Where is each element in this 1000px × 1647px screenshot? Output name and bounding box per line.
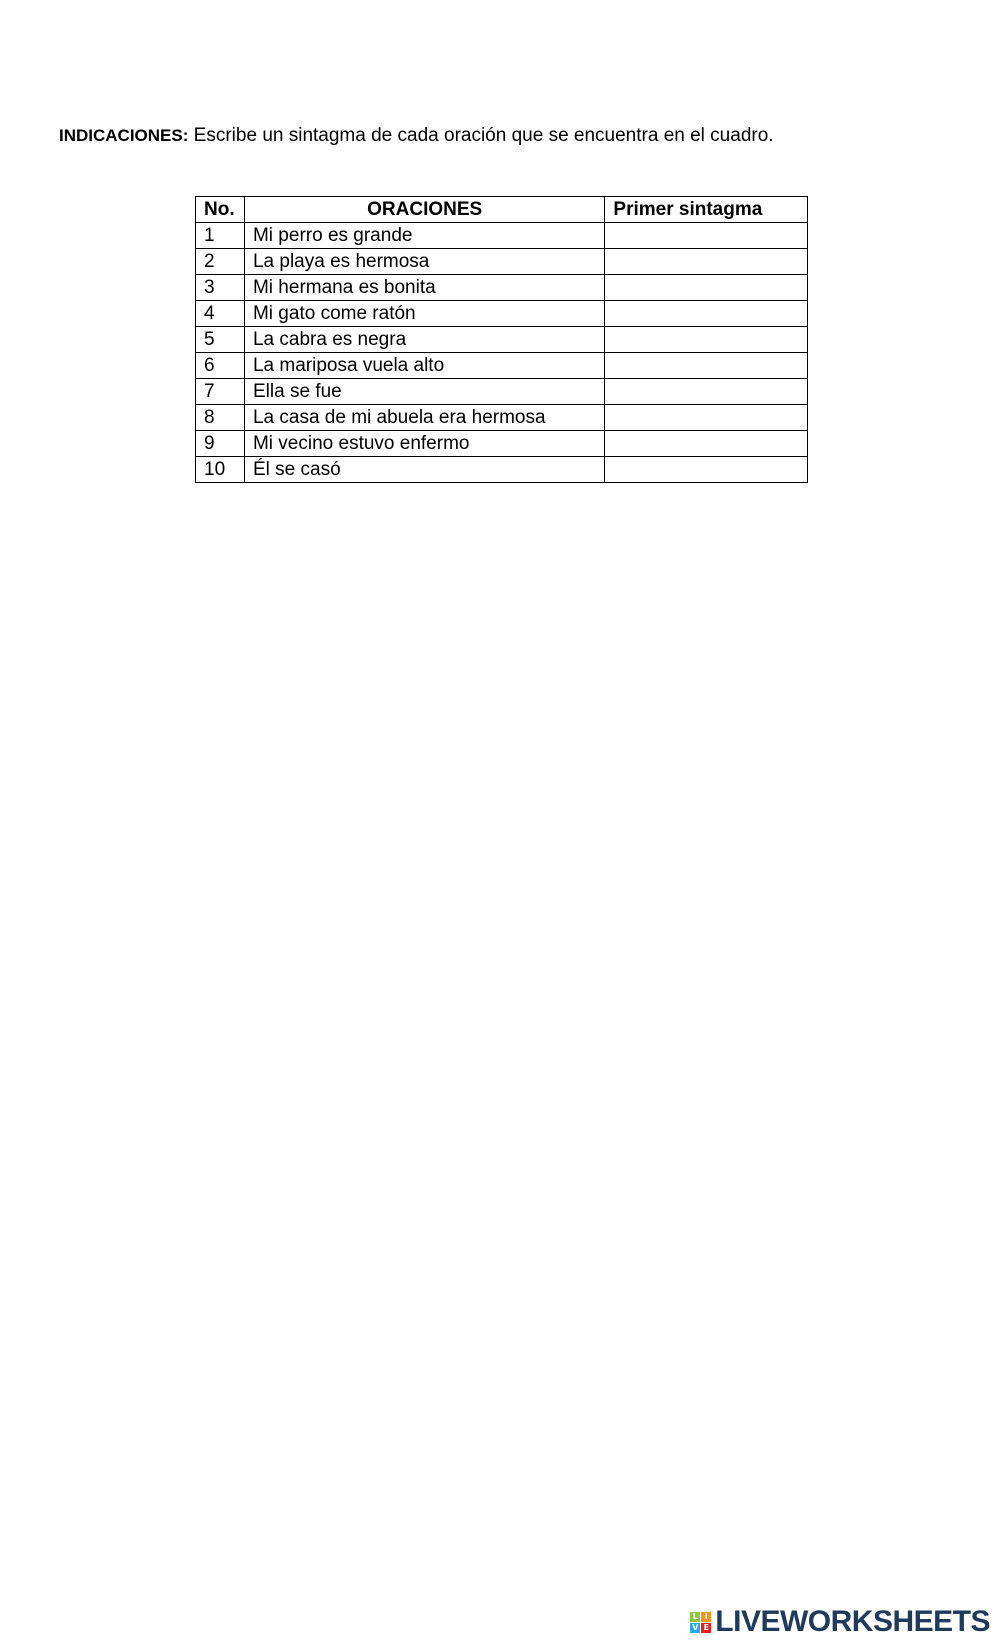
row-sentence: Mi perro es grande xyxy=(244,223,604,249)
table-row xyxy=(196,431,808,457)
row-sentence: Ella se fue xyxy=(244,379,604,405)
header-no: No. xyxy=(196,197,245,223)
row-number: 4 xyxy=(196,301,245,327)
answer-field[interactable] xyxy=(605,249,808,275)
row-sentence: Él se casó xyxy=(244,457,604,483)
logo-square-v: V xyxy=(692,1622,699,1632)
row-sentence: La cabra es negra xyxy=(244,327,604,353)
row-number: 9 xyxy=(196,431,245,457)
header-sentences: ORACIONES xyxy=(244,197,604,223)
liveworksheets-brand xyxy=(690,1605,990,1639)
answer-field[interactable] xyxy=(605,379,808,405)
answer-field[interactable] xyxy=(605,431,808,457)
row-number: 2 xyxy=(196,249,245,275)
row-sentence: La casa de mi abuela era hermosa xyxy=(244,405,604,431)
row-number: 10 xyxy=(196,457,245,483)
instructions-label: INDICACIONES: xyxy=(59,126,189,145)
table-row xyxy=(196,301,808,327)
table-row xyxy=(196,223,808,249)
table-row xyxy=(196,327,808,353)
row-number: 7 xyxy=(196,379,245,405)
answer-field[interactable] xyxy=(605,275,808,301)
liveworksheets-logo-icon xyxy=(690,1612,711,1633)
table-row xyxy=(196,249,808,275)
table-row xyxy=(196,379,808,405)
logo-square-i: I xyxy=(701,1612,711,1622)
header-first-phrase: Primer sintagma xyxy=(605,197,808,223)
answer-field[interactable] xyxy=(605,327,808,353)
row-number: 6 xyxy=(196,353,245,379)
table-row xyxy=(196,353,808,379)
answer-field[interactable] xyxy=(605,405,808,431)
instructions-text: Escribe un sintagma de cada oración que se encuentra en el cuadro. xyxy=(188,125,774,146)
table-row xyxy=(196,275,808,301)
instructions xyxy=(59,124,774,148)
logo-square-l: L xyxy=(690,1612,700,1622)
table-row xyxy=(196,405,808,431)
answer-field[interactable] xyxy=(605,457,808,483)
answer-field[interactable] xyxy=(605,353,808,379)
table-row xyxy=(196,457,808,483)
table-header-row xyxy=(196,197,808,223)
row-sentence: Mi vecino estuvo enfermo xyxy=(244,431,604,457)
row-sentence: La playa es hermosa xyxy=(244,249,604,275)
answer-field[interactable] xyxy=(605,223,808,249)
row-sentence: Mi gato come ratón xyxy=(244,301,604,327)
row-sentence: La mariposa vuela alto xyxy=(244,353,604,379)
brand-name: LIVEWORKSHEETS xyxy=(715,1605,990,1638)
row-number: 5 xyxy=(196,327,245,353)
row-sentence: Mi hermana es bonita xyxy=(244,275,604,301)
logo-square-e: E xyxy=(701,1623,711,1633)
sentences-table xyxy=(195,196,808,483)
row-number: 3 xyxy=(196,275,245,301)
row-number: 8 xyxy=(196,405,245,431)
answer-field[interactable] xyxy=(605,301,808,327)
row-number: 1 xyxy=(196,223,245,249)
